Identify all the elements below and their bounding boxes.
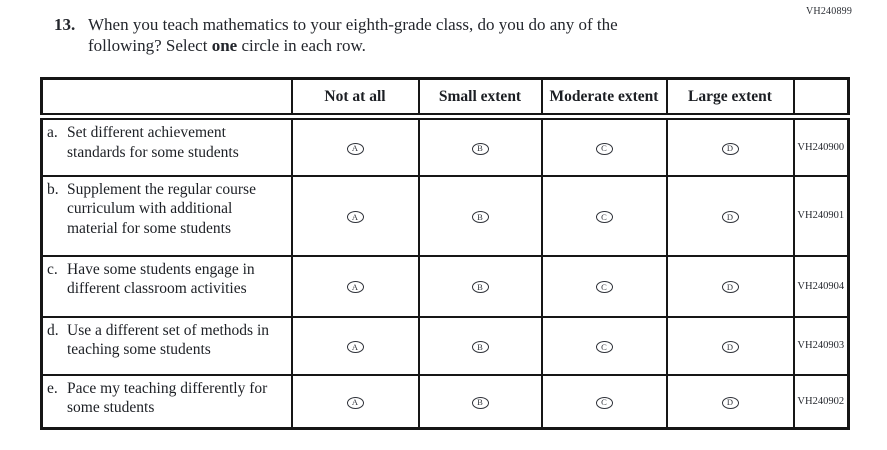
row-letter: b. <box>47 180 59 198</box>
row-letter: e. <box>47 379 58 397</box>
question-text-start: When you teach mathematics to your eighth-grade class, do you do any of the following? Select <box>88 15 618 55</box>
header-code-cell <box>794 79 849 117</box>
question-text-end: circle in each row. <box>237 35 366 55</box>
option-cell <box>292 317 419 375</box>
row-code: VH240901 <box>794 176 849 256</box>
option-circle-d[interactable]: D <box>722 143 739 155</box>
option-circle-a[interactable]: A <box>347 143 364 155</box>
option-cell <box>542 317 667 375</box>
option-cell <box>667 375 794 429</box>
question-number: 13. <box>54 15 76 34</box>
option-circle-b[interactable]: B <box>472 397 489 409</box>
option-cell <box>419 375 542 429</box>
option-cell <box>667 117 794 176</box>
option-cell <box>292 256 419 317</box>
option-circle-c[interactable]: C <box>596 341 613 353</box>
header-small-extent: Small extent <box>419 79 542 117</box>
row-label-cell <box>42 317 292 375</box>
option-circle-b[interactable]: B <box>472 211 489 223</box>
option-circle-c[interactable]: C <box>596 143 613 155</box>
response-matrix-table <box>40 77 850 430</box>
header-large-extent: Large extent <box>667 79 794 117</box>
table-row-a <box>42 117 849 176</box>
option-cell <box>419 317 542 375</box>
option-cell <box>542 176 667 256</box>
header-row <box>42 79 849 117</box>
table-row-d <box>42 317 849 375</box>
option-circle-c[interactable]: C <box>596 281 613 293</box>
header-blank-cell <box>42 79 292 117</box>
option-cell <box>419 117 542 176</box>
row-label-cell <box>42 256 292 317</box>
option-circle-a[interactable]: A <box>347 341 364 353</box>
option-circle-a[interactable]: A <box>347 281 364 293</box>
header-not-at-all: Not at all <box>292 79 419 117</box>
option-cell <box>542 375 667 429</box>
option-circle-b[interactable]: B <box>472 143 489 155</box>
row-label-cell <box>42 117 292 176</box>
option-circle-a[interactable]: A <box>347 211 364 223</box>
question-stem <box>54 15 695 56</box>
row-label-cell <box>42 375 292 429</box>
row-label: Supplement the regular course curriculum with additional material for some students <box>67 180 256 237</box>
question-text <box>88 15 695 56</box>
row-code: VH240903 <box>794 317 849 375</box>
row-label: Have some students engage in different classroom activities <box>67 260 255 297</box>
option-cell <box>292 375 419 429</box>
row-code: VH240900 <box>794 117 849 176</box>
option-circle-d[interactable]: D <box>722 341 739 353</box>
table-row-e <box>42 375 849 429</box>
row-label-cell <box>42 176 292 256</box>
option-circle-b[interactable]: B <box>472 341 489 353</box>
question-bold-word: one <box>211 35 238 55</box>
option-cell <box>419 256 542 317</box>
option-cell <box>292 176 419 256</box>
row-letter: c. <box>47 260 58 278</box>
option-circle-a[interactable]: A <box>347 397 364 409</box>
header-moderate-extent: Moderate extent <box>542 79 667 117</box>
row-label: Pace my teaching differently for some students <box>67 379 268 416</box>
option-circle-b[interactable]: B <box>472 281 489 293</box>
option-circle-c[interactable]: C <box>596 397 613 409</box>
option-circle-c[interactable]: C <box>596 211 613 223</box>
table-row-b <box>42 176 849 256</box>
row-code: VH240904 <box>794 256 849 317</box>
option-cell <box>667 176 794 256</box>
row-label: Set different achievement standards for some students <box>67 124 239 161</box>
option-cell <box>667 256 794 317</box>
option-circle-d[interactable]: D <box>722 397 739 409</box>
table-row-c <box>42 256 849 317</box>
option-cell <box>292 117 419 176</box>
option-circle-d[interactable]: D <box>722 211 739 223</box>
option-cell <box>542 256 667 317</box>
option-cell <box>667 317 794 375</box>
option-cell <box>542 117 667 176</box>
option-circle-d[interactable]: D <box>722 281 739 293</box>
row-letter: a. <box>47 124 58 141</box>
page-code: VH240899 <box>806 6 853 17</box>
row-code: VH240902 <box>794 375 849 429</box>
row-letter: d. <box>47 321 59 339</box>
row-label: Use a different set of methods in teaching some students <box>67 321 270 358</box>
option-cell <box>419 176 542 256</box>
